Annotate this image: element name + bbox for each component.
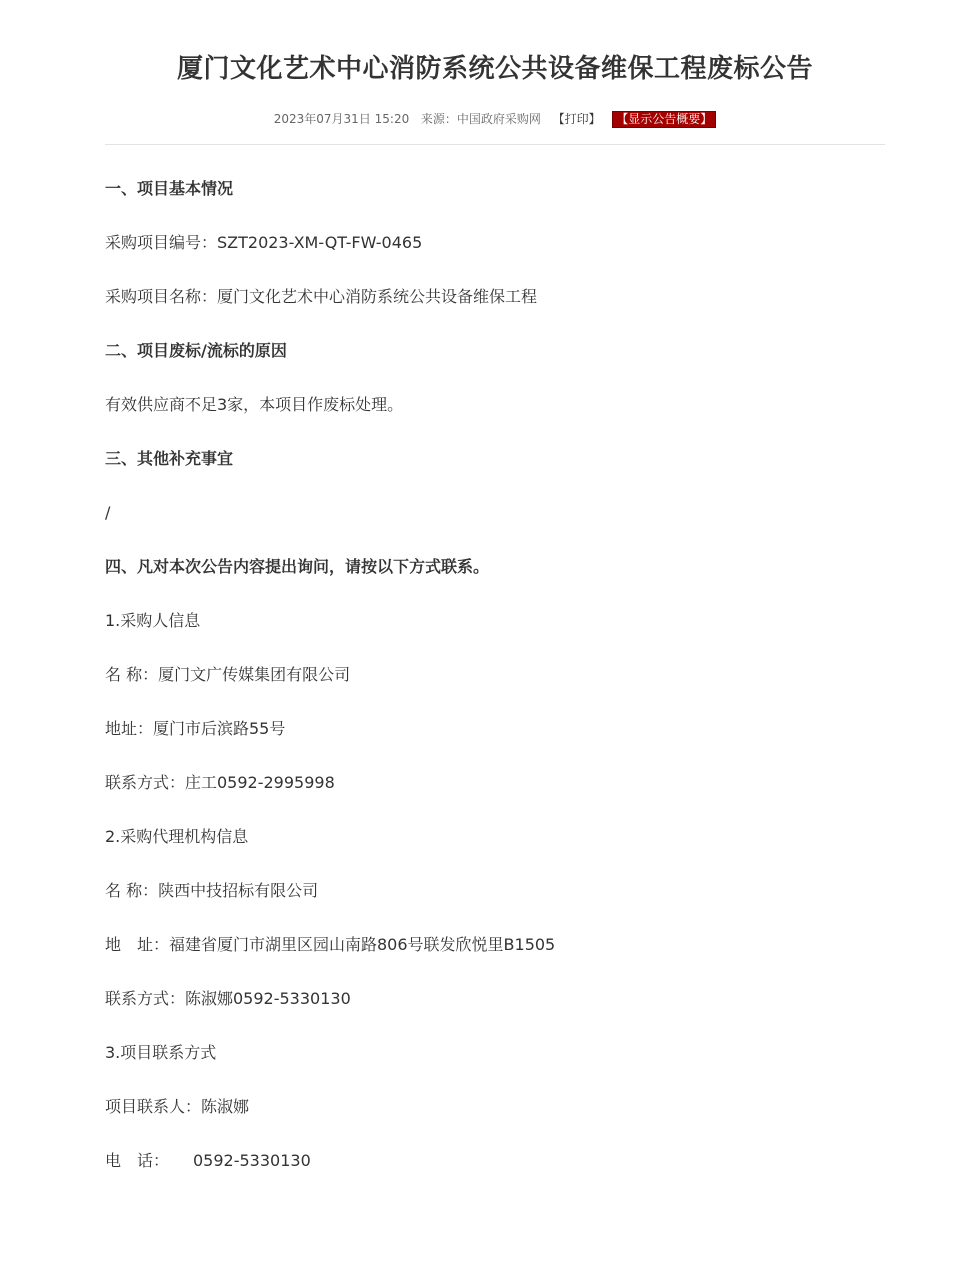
source-label: 来源： (420, 112, 457, 126)
agency-info-heading: 2.采购代理机构信息 (105, 827, 249, 846)
agency-address: 地 址：福建省厦门市湖里区园山南路806号联发欣悦里B1505 (105, 935, 556, 954)
print-link[interactable]: 【打印】 (552, 112, 601, 126)
page-title: 厦门文化艺术中心消防系统公共设备维保工程废标公告 (176, 54, 813, 84)
show-summary-button[interactable]: 【显示公告概要】 (612, 111, 716, 128)
project-number: 采购项目编号：SZT2023-XM-QT-FW-0465 (105, 233, 423, 252)
publish-datetime: 2023年07月31日 15:20 (273, 112, 410, 126)
project-phone: 电 话： 0592-5330130 (105, 1151, 311, 1170)
header-divider (105, 144, 885, 145)
invalidation-reason: 有效供应商不足3家，本项目作废标处理。 (105, 395, 404, 414)
section-heading-basic-info: 一、项目基本情况 (105, 179, 234, 198)
buyer-name: 名 称：厦门文广传媒集团有限公司 (105, 665, 351, 684)
project-name: 采购项目名称：厦门文化艺术中心消防系统公共设备维保工程 (105, 287, 538, 306)
buyer-address: 地址：厦门市后滨路55号 (105, 719, 286, 738)
section-heading-contact: 四、凡对本次公告内容提出询问，请按以下方式联系。 (105, 557, 490, 576)
buyer-info-heading: 1.采购人信息 (105, 611, 201, 630)
meta-bar (105, 110, 885, 128)
project-contact-heading: 3.项目联系方式 (105, 1043, 217, 1062)
agency-contact: 联系方式：陈淑娜0592-5330130 (105, 989, 351, 1008)
project-contact-person: 项目联系人：陈淑娜 (105, 1097, 250, 1116)
announcement-body (105, 175, 885, 1201)
source-name: 中国政府采购网 (456, 112, 541, 126)
agency-name: 名 称：陕西中技招标有限公司 (105, 881, 319, 900)
buyer-contact: 联系方式：庄工0592-2995998 (105, 773, 335, 792)
supplement-text: / (105, 503, 111, 522)
section-heading-supplement: 三、其他补充事宜 (105, 449, 234, 468)
section-heading-reason: 二、项目废标/流标的原因 (105, 341, 287, 360)
